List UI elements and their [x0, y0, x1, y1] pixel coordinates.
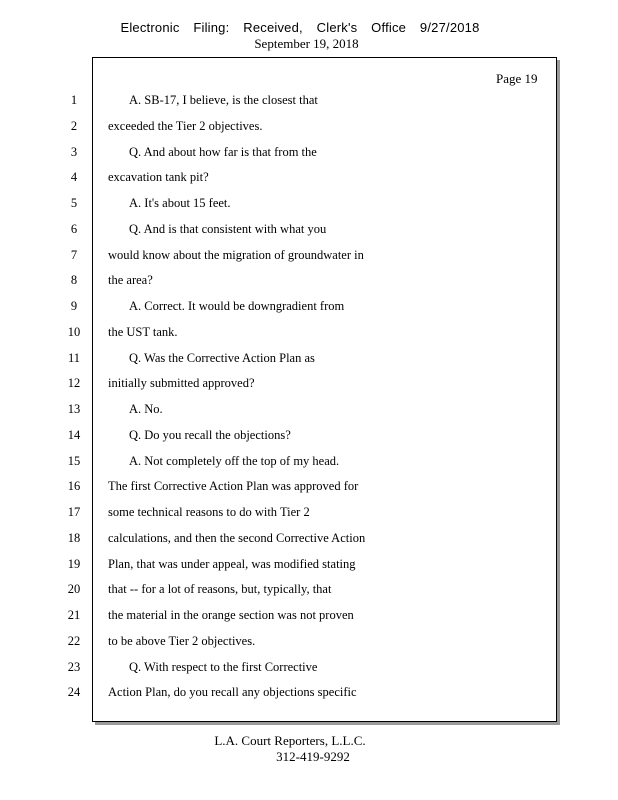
line-text: Plan, that was under appeal, was modified stating: [108, 556, 356, 571]
line-number: 2: [70, 118, 78, 133]
line-number: 23: [67, 659, 81, 674]
transcript-line: [0, 474, 600, 500]
line-number: 15: [67, 453, 81, 468]
transcript-line: [0, 526, 600, 552]
transcript-line: [0, 680, 600, 706]
line-number: 21: [67, 608, 81, 622]
transcript-line: [0, 655, 600, 681]
line-number: 18: [67, 530, 81, 545]
transcript-line: [0, 140, 600, 166]
line-text: Action Plan, do you recall any objections specific: [108, 685, 357, 700]
transcript-line: [0, 88, 600, 114]
transcript-line: [0, 294, 600, 320]
line-number: 3: [70, 144, 78, 159]
line-text: Q. With respect to the first Corrective: [129, 659, 318, 674]
line-text: some technical reasons to do with Tier 2: [108, 505, 310, 519]
line-number: 4: [70, 170, 78, 185]
line-number: 14: [67, 427, 81, 442]
line-text: Q. And about how far is that from the: [129, 144, 317, 159]
line-text: would know about the migration of groundwater in: [108, 247, 364, 262]
line-text: initially submitted approved?: [108, 376, 255, 391]
line-number: 20: [67, 582, 81, 597]
transcript-line: [0, 552, 600, 578]
line-number: 11: [67, 350, 81, 365]
line-text: A. It's about 15 feet.: [129, 196, 231, 210]
transcript-line: [0, 191, 600, 217]
line-number: 22: [67, 633, 81, 648]
transcript-line: [0, 397, 600, 423]
transcript-line: [0, 114, 600, 140]
transcript-line: [0, 449, 600, 475]
transcript-line: [0, 423, 600, 449]
line-number: 19: [67, 556, 81, 571]
line-text: Q. Do you recall the objections?: [129, 427, 291, 442]
transcript-line: [0, 346, 600, 372]
line-number: 13: [67, 402, 81, 416]
line-text: that -- for a lot of reasons, but, typically, that: [108, 582, 332, 597]
line-text: A. Not completely off the top of my head.: [129, 453, 340, 468]
line-number: 17: [67, 505, 81, 519]
line-text: excavation tank pit?: [108, 170, 209, 185]
line-text: exceeded the Tier 2 objectives.: [108, 118, 263, 133]
court-reporter-name: L.A. Court Reporters, L.L.C.: [214, 733, 366, 748]
line-text: the area?: [108, 273, 153, 288]
line-number: 1: [70, 93, 78, 107]
transcript-line: [0, 217, 600, 243]
court-reporter-phone: 312-419-9292: [276, 749, 350, 764]
line-text: Q. And is that consistent with what you: [129, 221, 327, 236]
line-text: the UST tank.: [108, 324, 178, 339]
line-text: calculations, and then the second Corrective Action: [108, 530, 366, 545]
transcript-lines: [0, 88, 600, 706]
transcript-line: [0, 243, 600, 269]
transcript-line: [0, 320, 600, 346]
line-text: A. No.: [129, 402, 163, 416]
line-text: Q. Was the Corrective Action Plan as: [129, 350, 315, 365]
line-text: A. Correct. It would be downgradient from: [129, 299, 345, 313]
line-text: The first Corrective Action Plan was approved for: [108, 479, 359, 494]
line-number: 7: [70, 247, 78, 262]
transcript-line: [0, 577, 600, 603]
transcript-line: [0, 500, 600, 526]
line-number: 5: [70, 196, 78, 210]
line-number: 12: [67, 376, 81, 391]
transcript-line: [0, 371, 600, 397]
line-number: 8: [70, 273, 78, 288]
line-text: the material in the orange section was not proven: [108, 608, 354, 622]
line-number: 6: [70, 221, 78, 236]
line-text: to be above Tier 2 objectives.: [108, 633, 256, 648]
transcript-line: [0, 629, 600, 655]
filing-date: September 19, 2018: [254, 36, 359, 51]
transcript-line: [0, 603, 600, 629]
line-number: 24: [67, 685, 81, 700]
transcript-line: [0, 165, 600, 191]
page-number: Page 19: [496, 71, 538, 86]
line-number: 9: [70, 299, 78, 313]
transcript-line: [0, 268, 600, 294]
line-number: 16: [67, 479, 81, 494]
line-number: 10: [67, 324, 81, 339]
electronic-filing-stamp: Electronic Filing: Received, Clerk's Office 9/27/2018: [120, 20, 480, 35]
line-text: A. SB-17, I believe, is the closest that: [129, 93, 318, 107]
